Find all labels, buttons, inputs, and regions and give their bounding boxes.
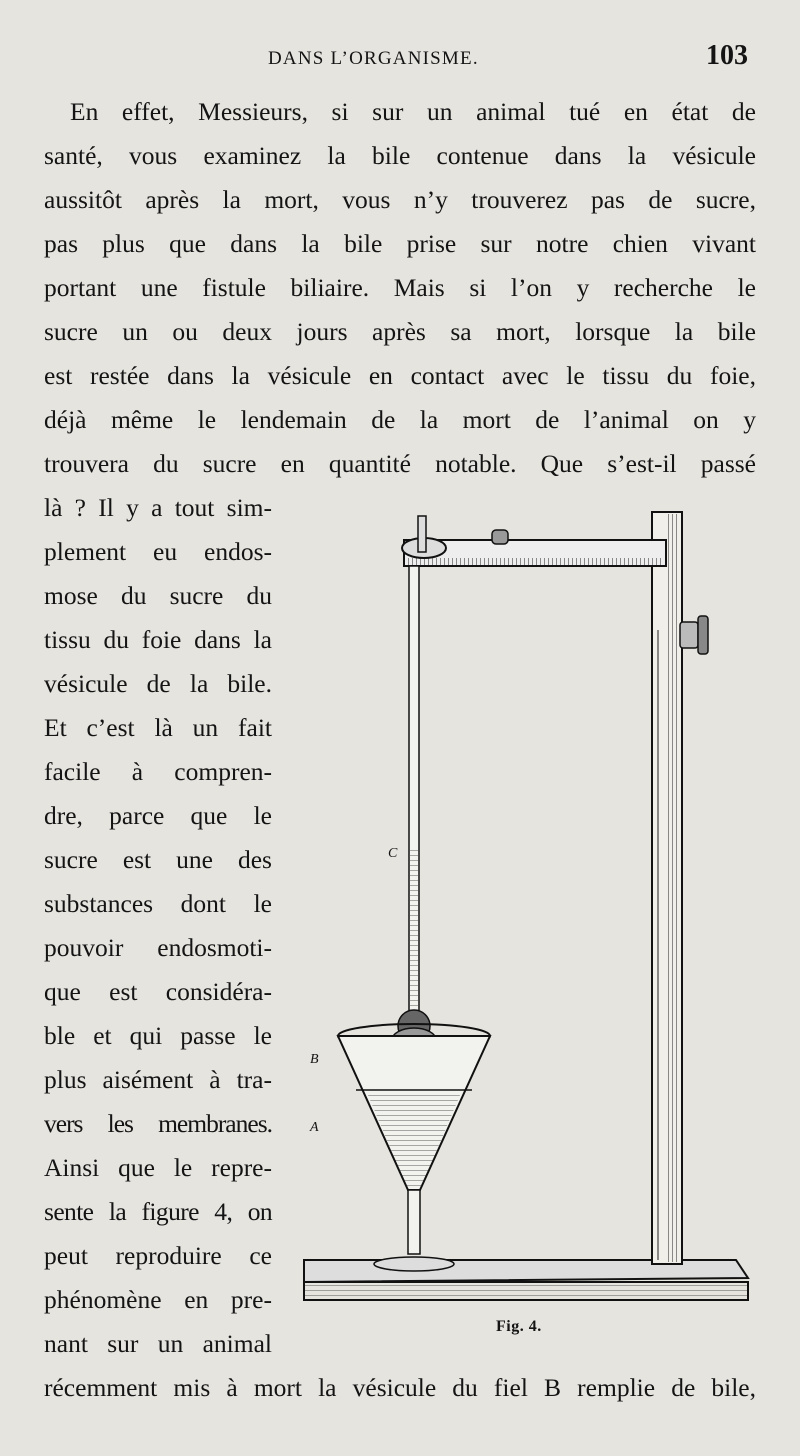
paragraph-line: tissu du foie dans la bbox=[44, 625, 272, 654]
clamp-screw bbox=[680, 616, 708, 654]
paragraph-line: dre, parce que le bbox=[44, 801, 272, 830]
paragraph-line: phénomène en pre- bbox=[44, 1285, 272, 1314]
running-head: DANS L’ORGANISME. bbox=[268, 48, 479, 69]
paragraph-line: Ainsi que le repre- bbox=[44, 1153, 272, 1182]
paragraph-line: pas plus que dans la bile prise sur notre chien vivant bbox=[44, 229, 756, 258]
paragraph-line: là ? Il y a tout sim- bbox=[44, 493, 272, 522]
paragraph-line: trouvera du sucre en quantité notable. Que s’est-il passé bbox=[44, 449, 756, 478]
paragraph-line: aussitôt après la mort, vous n’y trouverez pas de sucre, bbox=[44, 185, 756, 214]
label-b: B bbox=[310, 1052, 319, 1067]
label-c: C bbox=[388, 846, 398, 861]
paragraph-line: mose du sucre du bbox=[44, 581, 272, 610]
page-header bbox=[0, 36, 800, 76]
paragraph-line: peut reproduire ce bbox=[44, 1241, 272, 1270]
paragraph-line: portant une fistule biliaire. Mais si l’on y recherche le bbox=[44, 273, 756, 302]
paragraph-line: que est considéra- bbox=[44, 977, 272, 1006]
paragraph-line: substances dont le bbox=[44, 889, 272, 918]
vertical-post bbox=[652, 512, 682, 1264]
apparatus-illustration bbox=[296, 500, 756, 1350]
paragraph-line: vésicule de la bile. bbox=[44, 669, 272, 698]
paragraph-line: récemment mis à mort la vésicule du fiel B remplie de bile, bbox=[44, 1373, 756, 1402]
paragraph-line: santé, vous examinez la bile contenue dans la vésicule bbox=[44, 141, 756, 170]
paragraph-line: plus aisément à tra- bbox=[44, 1065, 272, 1094]
conical-glass bbox=[338, 1024, 490, 1271]
base-board bbox=[304, 1260, 748, 1300]
paragraph-line: Et c’est là un fait bbox=[44, 713, 272, 742]
figure-4-apparatus bbox=[296, 500, 756, 1350]
paragraph-line: sucre est une des bbox=[44, 845, 272, 874]
paragraph-line: En effet, Messieurs, si sur un animal tué en état de bbox=[70, 97, 756, 126]
paragraph-line: est restée dans la vésicule en contact avec le tissu du foie, bbox=[44, 361, 756, 390]
page-number: 103 bbox=[706, 40, 748, 71]
paragraph-line: pouvoir endosmoti- bbox=[44, 933, 272, 962]
horizontal-arm bbox=[402, 530, 666, 566]
glass-tube bbox=[409, 516, 426, 1014]
label-a: A bbox=[310, 1120, 319, 1135]
paragraph-line: nant sur un animal bbox=[44, 1329, 272, 1358]
paragraph-line: ble et qui passe le bbox=[44, 1021, 272, 1050]
paragraph-line: sucre un ou deux jours après sa mort, lorsque la bile bbox=[44, 317, 756, 346]
paragraph-line: déjà même le lendemain de la mort de l’animal on y bbox=[44, 405, 756, 434]
paragraph-line: plement eu endos- bbox=[44, 537, 272, 566]
figure-caption: Fig. 4. bbox=[496, 1318, 542, 1335]
paragraph-line: vers les membranes. bbox=[44, 1109, 272, 1138]
paragraph-line: sente la figure 4, on bbox=[44, 1197, 272, 1226]
paragraph-line: facile à compren- bbox=[44, 757, 272, 786]
